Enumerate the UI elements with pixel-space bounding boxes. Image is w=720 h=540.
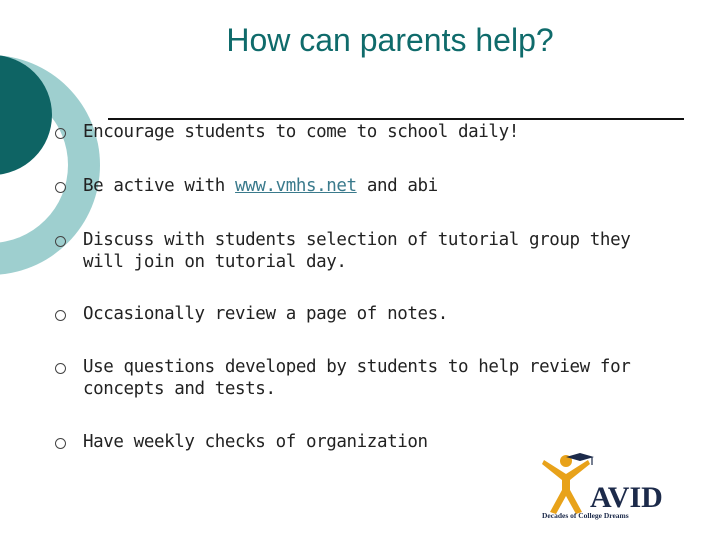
bullet-marker <box>55 236 66 247</box>
bullet-marker <box>55 363 66 374</box>
website-link[interactable]: www.vmhs.net <box>235 176 357 196</box>
bullet-text: Have weekly checks of organization <box>83 432 428 452</box>
logo-tagline: Decades of College Dreams <box>542 511 629 520</box>
bullet-item <box>55 431 663 453</box>
bullet-item <box>55 175 663 197</box>
bullet-prefix: Be active with <box>83 176 236 196</box>
bullet-marker <box>55 438 66 449</box>
avid-logo <box>536 452 686 522</box>
bullet-item <box>55 229 663 273</box>
bullet-text: Encourage students to come to school daily! <box>83 122 519 142</box>
bullet-item <box>55 356 663 400</box>
bullet-item <box>55 121 663 143</box>
slide-title: How can parents help? <box>226 22 554 58</box>
bullet-text <box>83 175 663 197</box>
bullet-text: Discuss with students selection of tutorial group they will join on tutorial day. <box>83 230 631 272</box>
bullet-text: Use questions developed by students to help review for concepts and tests. <box>83 357 631 399</box>
bullet-item <box>55 303 663 325</box>
title-divider <box>108 118 684 120</box>
bullet-marker <box>55 310 66 321</box>
graduate-figure-icon <box>542 453 594 514</box>
logo-wordmark: AVID <box>590 481 663 514</box>
bullet-suffix: and abi <box>356 176 438 196</box>
bullet-marker <box>55 182 66 193</box>
bullet-text: Occasionally review a page of notes. <box>83 304 448 324</box>
bullet-marker <box>55 128 66 139</box>
